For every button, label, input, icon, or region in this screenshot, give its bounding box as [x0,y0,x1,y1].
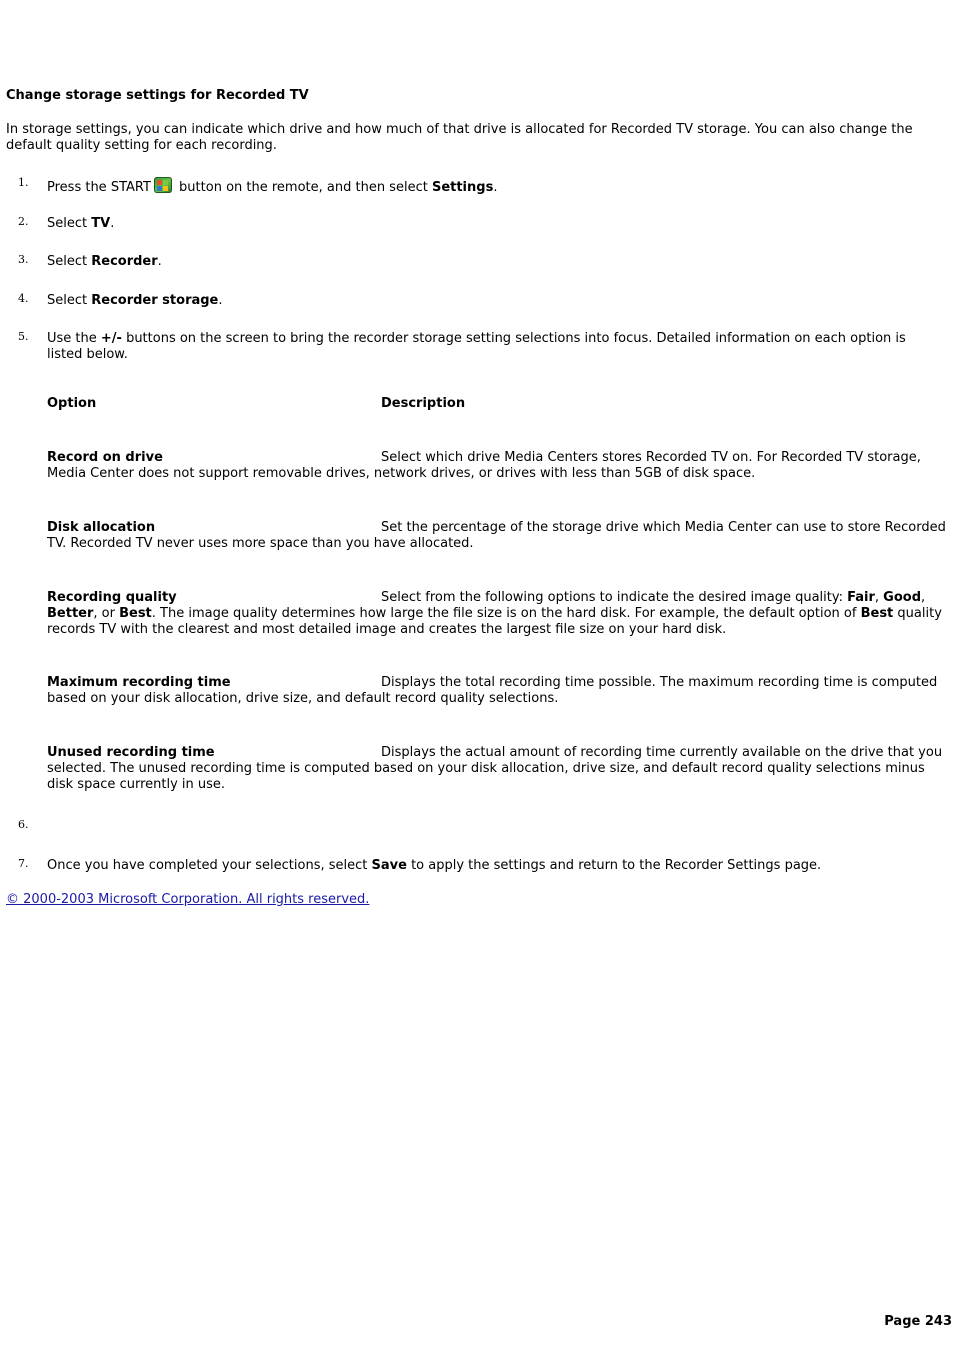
step-text [47,177,942,196]
quality-best-default: Best [860,606,894,621]
table-row [47,675,946,707]
quality-fair: Fair [847,590,875,605]
intro-paragraph: In storage settings, you can indicate which drive and how much of that drive is allocated for Recorded TV storage. You can also change the default quality setting for each recording. [6,122,913,153]
quality-good: Good [883,590,921,605]
option-description: Select from the following options to indicate the desired image quality: Fair, Good, Better, or Best. The image quality determines how large the file size is on the hard disk. For example, the default option of Best quality records TV with the clearest and most detailed image and creates the largest file size on your hard disk. [47,590,942,637]
quality-better: Better [47,606,94,621]
step-number: 6. [18,818,29,831]
page-number: Page 243 [884,1314,952,1329]
table-header-description: Description [381,396,466,411]
option-description: Displays the total recording time possible. The maximum recording time is computed based on your disk allocation, drive size, and default record quality selections. [47,675,938,706]
step-number: 3. [18,253,29,266]
step-number: 4. [18,292,29,305]
step-text [47,293,942,309]
page-title: Change storage settings for Recorded TV [6,88,309,103]
step-number: 5. [18,330,29,343]
option-name: Disk allocation [47,520,156,535]
option-description: Select which drive Media Centers stores Recorded TV on. For Recorded TV storage, Media Center does not support removable drives, network drives, or drives with less than 5GB of disk space. [47,450,921,481]
step-bold-term: TV [91,216,111,231]
step-text [47,331,942,363]
step-text-part: Use the [47,331,101,346]
step-text-part: . [493,180,498,195]
table-row [47,590,946,638]
step-bold-term: Settings [431,180,494,195]
step-text-part: . [157,254,162,269]
step-text-part: to apply the settings and return to the Recorder Settings page. [406,858,822,873]
step-bold-term: +/- [100,331,122,346]
table-row [47,745,946,793]
step-4 [6,293,946,309]
table-header-option: Option [47,396,97,411]
step-text-part: buttons on the screen to bring the recorder storage setting selections into focus. Detailed information on each option is listed below. [47,331,906,362]
option-name: Maximum recording time [47,675,231,690]
step-text-part: Select [47,254,92,269]
copyright-link[interactable]: © 2000-2003 Microsoft Corporation. All rights reserved. [6,892,370,907]
step-1 [6,177,946,196]
step-3 [6,254,946,270]
table-row [47,520,946,552]
step-7 [6,858,946,874]
start-button-icon [154,177,172,193]
option-description: Displays the actual amount of recording time currently available on the drive that you selected. The unused recording time is computed based on your disk allocation, drive size, and default record quality selections minus disk space currently in use. [47,745,943,792]
step-text-part: Select [47,293,92,308]
step-text [47,216,942,232]
step-text [47,254,942,270]
step-number: 2. [18,215,29,228]
step-2 [6,216,946,232]
step-number: 1. [18,176,29,189]
step-text [47,858,942,874]
step-text-part: button on the remote, and then select [174,180,432,195]
step-text-part: Once you have completed your selections, select [47,858,372,873]
step-text-part: Press the START [47,180,151,195]
option-name: Unused recording time [47,745,215,760]
step-text-part: Select [47,216,92,231]
step-bold-term: Save [371,858,407,873]
step-bold-term: Recorder storage [91,293,219,308]
option-description: Set the percentage of the storage drive which Media Center can use to store Recorded TV. Recorded TV never uses more space than you have allocated. [47,520,946,551]
step-number: 7. [18,857,29,870]
option-name: Record on drive [47,450,163,465]
table-row [47,450,946,482]
step-5 [6,331,946,363]
step-bold-term: Recorder [91,254,158,269]
step-text-part: . [218,293,223,308]
quality-best: Best [119,606,152,621]
step-text-part: . [110,216,115,231]
option-name: Recording quality [47,590,177,605]
